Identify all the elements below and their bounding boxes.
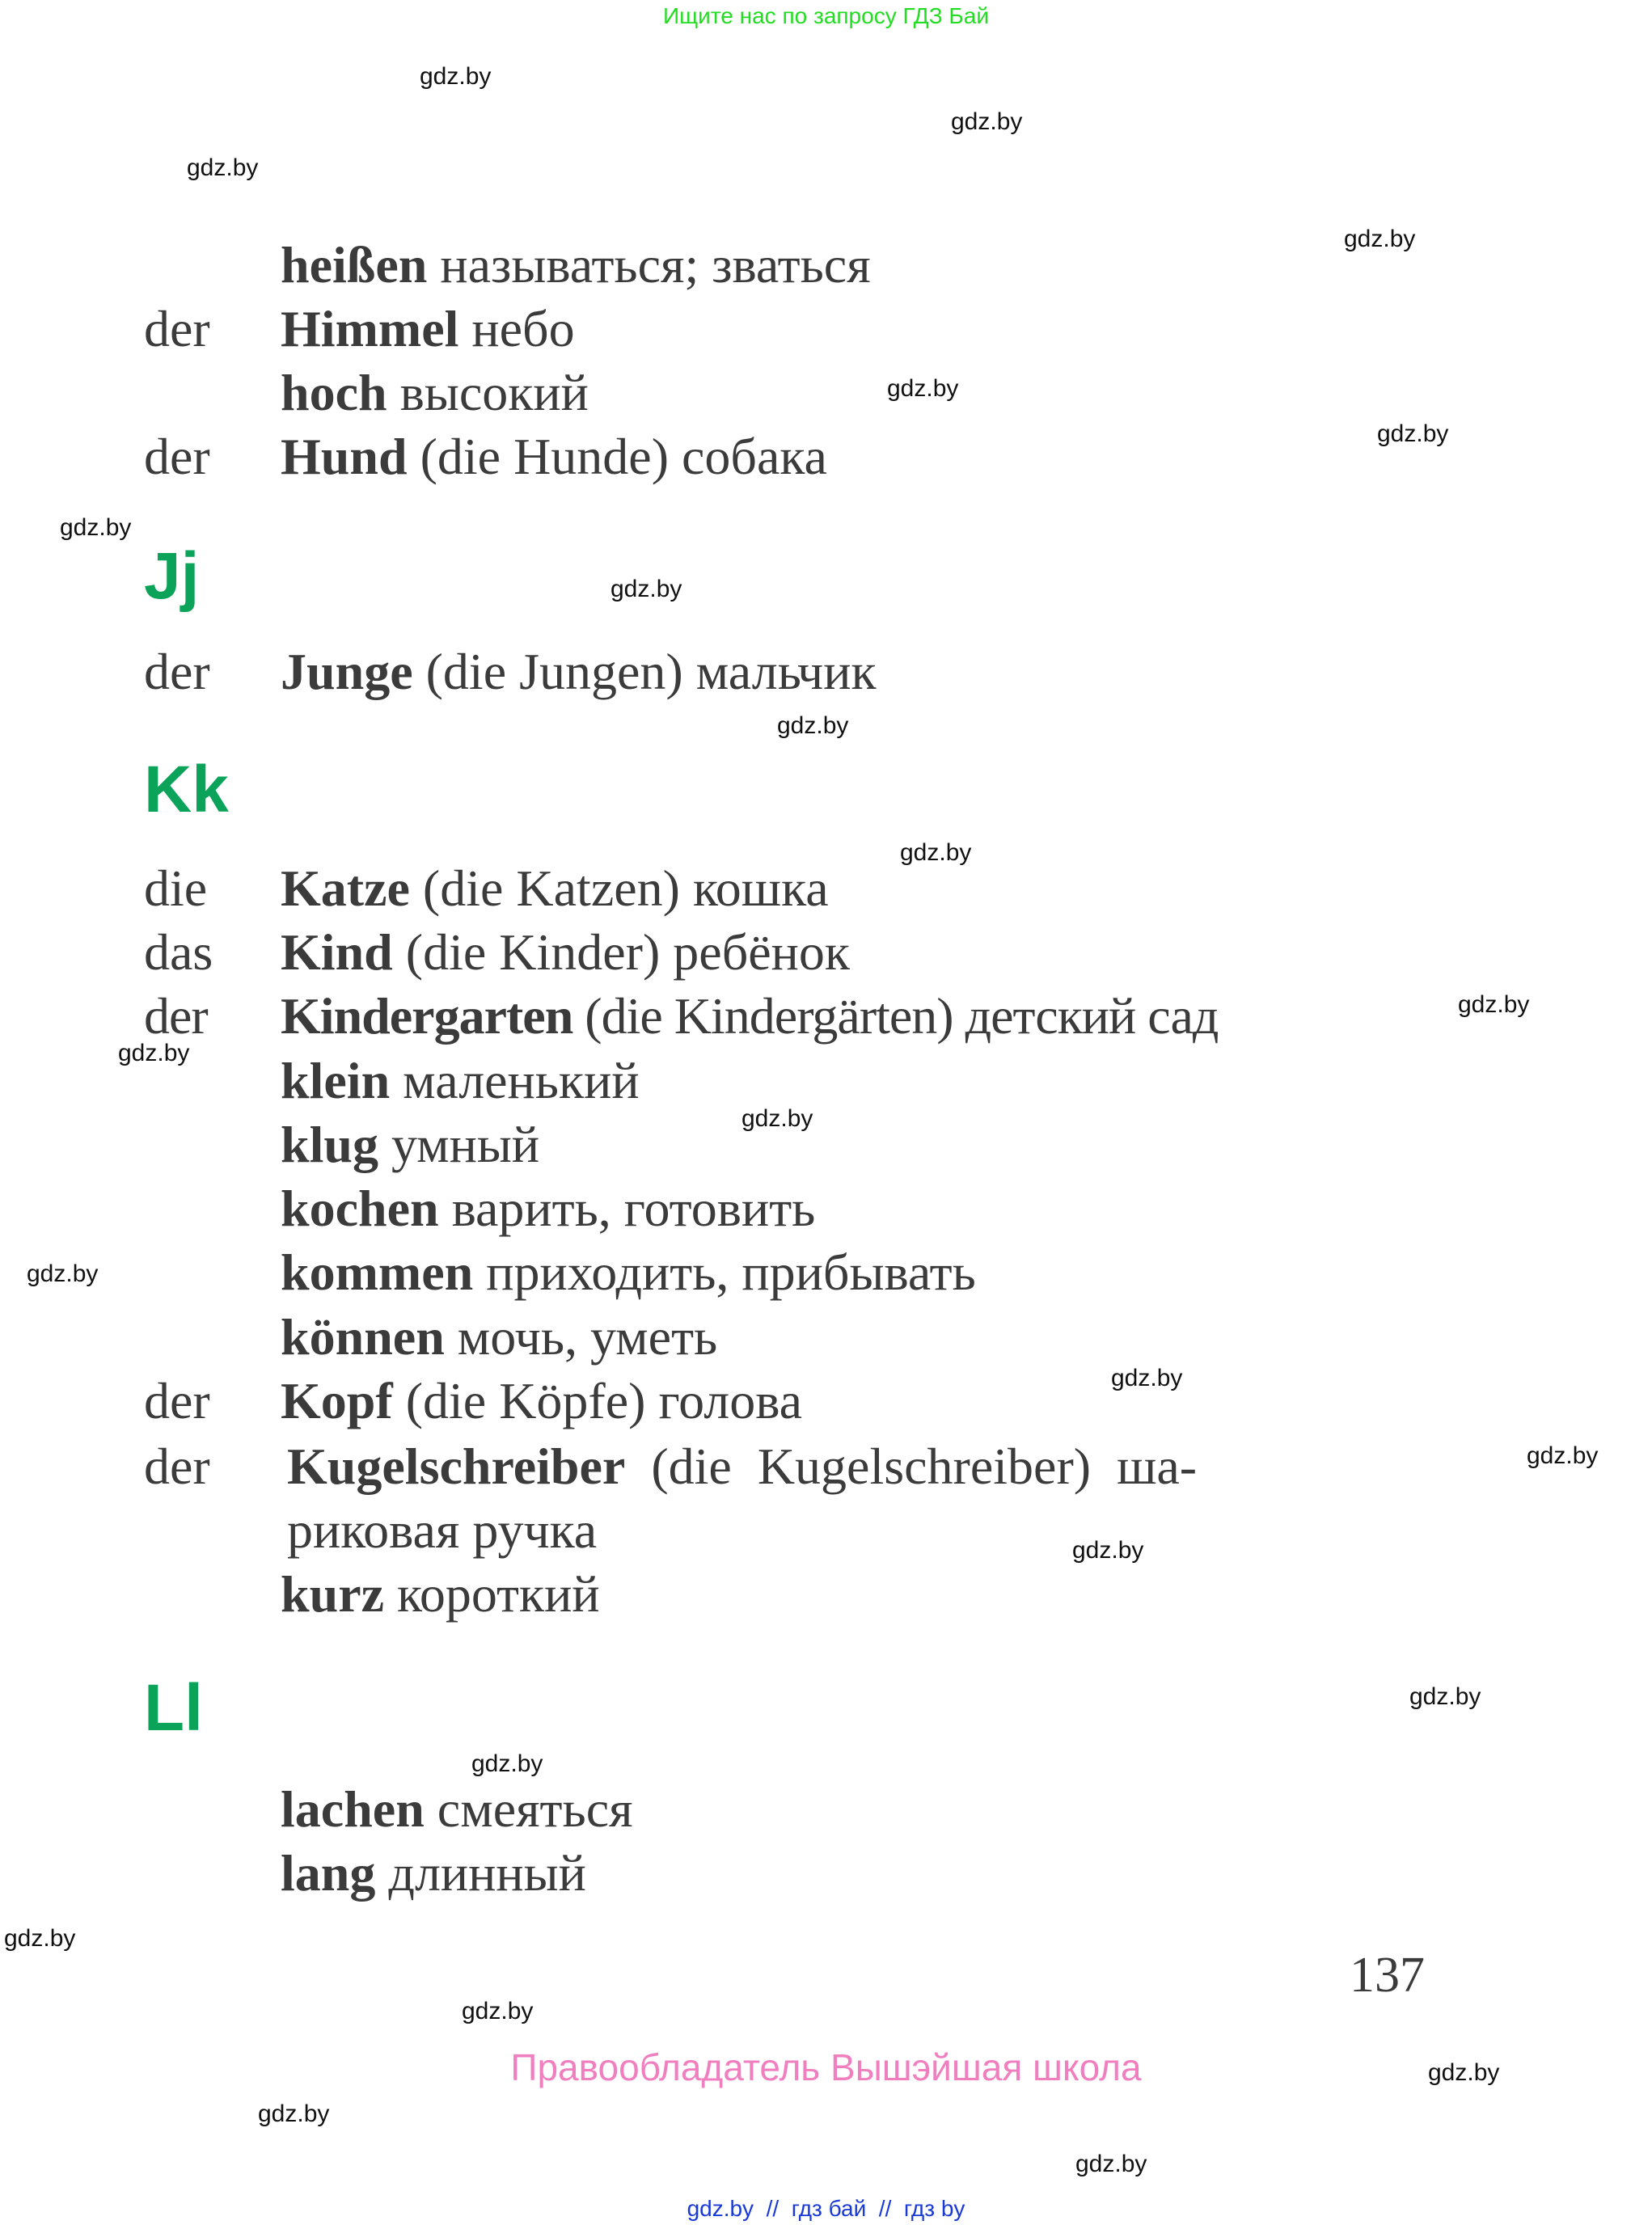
watermark: gdz.by — [1075, 2151, 1147, 2177]
copyright-notice: Правообладатель Вышэйшая школа — [510, 2046, 1142, 2088]
entry-article: der — [144, 987, 208, 1045]
entry-translation: смеяться — [424, 1780, 633, 1838]
entry-translation: (die Kinder) ребёнок — [392, 923, 850, 981]
entry-word: kochen — [281, 1180, 439, 1237]
watermark: gdz.by — [1527, 1442, 1599, 1469]
entry-translation: приходить, прибывать — [473, 1243, 976, 1301]
page-number: 137 — [1350, 1948, 1425, 2003]
entry-article: die — [144, 859, 208, 917]
watermark: gdz.by — [1111, 1365, 1183, 1391]
watermark: gdz.by — [1409, 1683, 1481, 1710]
section-letter-k: Kk — [144, 753, 229, 826]
entry-article: der — [144, 1438, 210, 1495]
section-letter-j: Jj — [144, 539, 200, 613]
entry-translation: называться; зваться — [427, 236, 871, 293]
entry-translation: маленький — [390, 1052, 640, 1109]
watermark: gdz.by — [462, 1998, 534, 2024]
entry-word: Kindergarten — [281, 987, 573, 1045]
entry-word: lachen — [281, 1780, 425, 1838]
entry-word: Kugelschreiber — [287, 1438, 626, 1495]
entry-translation: высокий — [387, 364, 589, 421]
entry-article: der — [144, 1372, 210, 1429]
entry-translation: мочь, уметь — [444, 1308, 718, 1366]
header-notice: Ищите нас по запросу ГДЗ Бай — [662, 3, 990, 28]
entry-word: Kind — [281, 923, 393, 981]
footer-links[interactable]: gdz.by // гдз бай // гдз by — [687, 2196, 965, 2221]
entry-translation: (die Kugelschreiber) ша- — [625, 1438, 1198, 1495]
entry-translation: (die Jungen) мальчик — [412, 643, 877, 700]
entry-word: hoch — [281, 364, 387, 421]
entry-article: der — [144, 428, 210, 485]
entry-translation: (die Hunde) собака — [407, 428, 827, 485]
entry-word: klein — [281, 1052, 391, 1109]
entry-translation: (die Köpfe) голова — [392, 1372, 802, 1429]
watermark: gdz.by — [4, 1925, 76, 1952]
entry-translation: умный — [378, 1116, 540, 1173]
entry-translation: риковая ручка — [287, 1501, 598, 1559]
entry-translation: (die Kindergärten) детский сад — [572, 987, 1219, 1045]
watermark: gdz.by — [1072, 1537, 1144, 1564]
entry-article: der — [144, 300, 210, 357]
watermark: gdz.by — [118, 1040, 190, 1066]
entry-translation: короткий — [384, 1565, 600, 1623]
watermark: gdz.by — [1428, 2059, 1500, 2086]
watermark: gdz.by — [1377, 420, 1449, 447]
watermark: gdz.by — [60, 514, 132, 541]
entry-article: das — [144, 923, 213, 981]
entry-word: heißen — [281, 236, 428, 293]
watermark: gdz.by — [1458, 991, 1530, 1018]
entry-word: Junge — [281, 643, 413, 700]
entry-word: können — [281, 1308, 445, 1366]
entry-translation: небо — [458, 300, 575, 357]
watermark: gdz.by — [741, 1105, 813, 1132]
entry-word: kommen — [281, 1243, 474, 1301]
entry-word: Kopf — [281, 1372, 393, 1429]
section-letter-l: Ll — [144, 1671, 203, 1745]
watermark: gdz.by — [258, 2100, 330, 2127]
entry-word: lang — [281, 1844, 376, 1902]
watermark: gdz.by — [187, 154, 259, 181]
entry-word: kurz — [281, 1565, 384, 1623]
watermark: gdz.by — [471, 1750, 543, 1777]
watermark: gdz.by — [777, 712, 849, 739]
entry-word: Katze — [281, 859, 410, 917]
watermark: gdz.by — [611, 576, 682, 602]
watermark: gdz.by — [951, 108, 1023, 135]
watermark: gdz.by — [420, 63, 492, 90]
entry-article: der — [144, 643, 210, 700]
watermark: gdz.by — [887, 375, 959, 402]
watermark: gdz.by — [1344, 226, 1416, 252]
entry-translation: варить, готовить — [438, 1180, 816, 1237]
entry-word: Himmel — [281, 300, 459, 357]
watermark: gdz.by — [27, 1260, 99, 1287]
watermark: gdz.by — [900, 839, 972, 866]
entry-translation: (die Katzen) кошка — [409, 859, 829, 917]
entry-translation: длинный — [375, 1844, 586, 1902]
entry-word: Hund — [281, 428, 408, 485]
entry-word: klug — [281, 1116, 378, 1173]
